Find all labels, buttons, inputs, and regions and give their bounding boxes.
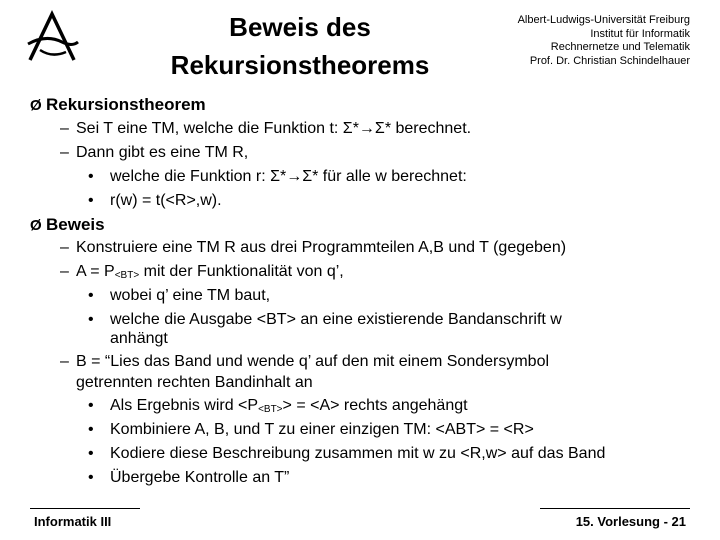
list-item	[88, 166, 467, 188]
item-text: Konstruiere eine TM R aus drei Programmteilen A,B und T (gegeben)	[76, 239, 567, 256]
item-text: Dann gibt es eine TM R,	[76, 144, 249, 161]
subscript: <BT>	[258, 404, 283, 415]
list-item	[60, 261, 344, 287]
institution-line: Institut für Informatik	[590, 27, 690, 40]
heading-text: Beweis	[46, 215, 105, 234]
list-item	[60, 351, 549, 373]
footer-course: Informatik III	[34, 514, 112, 529]
dot-bullet: •	[88, 469, 94, 486]
institution-line: Rechnernetze und Telematik	[550, 41, 690, 53]
list-item	[88, 190, 222, 212]
dot-bullet: •	[88, 192, 94, 209]
list-item	[88, 467, 289, 489]
footer-divider	[540, 508, 690, 509]
list-item	[60, 142, 248, 164]
dot-bullet: •	[88, 421, 94, 438]
list-item	[60, 237, 566, 259]
list-item	[88, 419, 534, 441]
heading-beweis	[30, 214, 105, 237]
item-text: B = “Lies das Band und wende q’ auf den mit einem Sondersymbol	[76, 353, 550, 370]
item-text: mit der Funktionalität von q’,	[139, 263, 344, 280]
list-item-continuation: getrennten rechten Bandinhalt an	[76, 374, 313, 391]
university-seal-icon	[22, 8, 84, 70]
heading-rekursionstheorem	[30, 94, 206, 117]
list-item	[60, 118, 471, 140]
item-text: welche die Ausgabe <BT> an eine existierende Bandanschrift w	[110, 311, 562, 328]
footer-page-number: 15. Vorlesung - 21	[575, 514, 686, 529]
dot-bullet: •	[88, 311, 94, 328]
item-text: welche die Funktion r: Σ*→Σ* für alle w berechnet:	[110, 168, 467, 185]
item-text: Übergebe Kontrolle an T”	[110, 469, 290, 486]
arrow-bullet-icon: Ø	[30, 217, 42, 234]
item-text: A = P	[76, 263, 115, 280]
slide-title	[150, 8, 450, 84]
heading-text: Rekursionstheorem	[46, 95, 206, 114]
dot-bullet: •	[88, 287, 94, 304]
item-text: Als Ergebnis wird <P	[110, 397, 259, 414]
title-line-2: Rekursionstheorems	[170, 50, 430, 80]
arrow-bullet-icon: Ø	[30, 97, 42, 114]
item-text: r(w) = t(<R>,w).	[110, 192, 222, 209]
title-line-1: Beweis des	[229, 12, 371, 42]
institution-line: Albert-Ludwigs-Universität Freiburg	[517, 14, 690, 26]
dash-bullet: –	[60, 144, 69, 161]
item-text: wobei q’ eine TM baut,	[110, 287, 271, 304]
dash-bullet: –	[60, 239, 69, 256]
subscript: <BT>	[114, 270, 140, 281]
list-item-continuation: anhängt	[110, 330, 168, 347]
item-text: Kodiere diese Beschreibung zusammen mit w zu <R,w> auf das Band	[110, 445, 606, 462]
dash-bullet: –	[60, 353, 69, 370]
footer-divider	[30, 508, 140, 509]
list-item	[88, 443, 605, 465]
institution-line: Prof. Dr. Christian Schindelhauer	[529, 54, 690, 67]
dot-bullet: •	[88, 445, 94, 462]
dash-bullet: –	[60, 120, 69, 137]
dash-bullet: –	[60, 263, 69, 280]
item-text: Sei T eine TM, welche die Funktion t: Σ*→Σ* berechnet.	[76, 120, 472, 137]
item-text: Kombiniere A, B, und T zu einer einzigen TM: <ABT> = <R>	[110, 421, 534, 438]
list-item	[88, 395, 468, 421]
item-text: > = <A> rechts angehängt	[282, 397, 468, 414]
institution-info	[518, 14, 690, 68]
dot-bullet: •	[88, 397, 94, 414]
list-item	[88, 285, 270, 307]
dot-bullet: •	[88, 168, 94, 185]
